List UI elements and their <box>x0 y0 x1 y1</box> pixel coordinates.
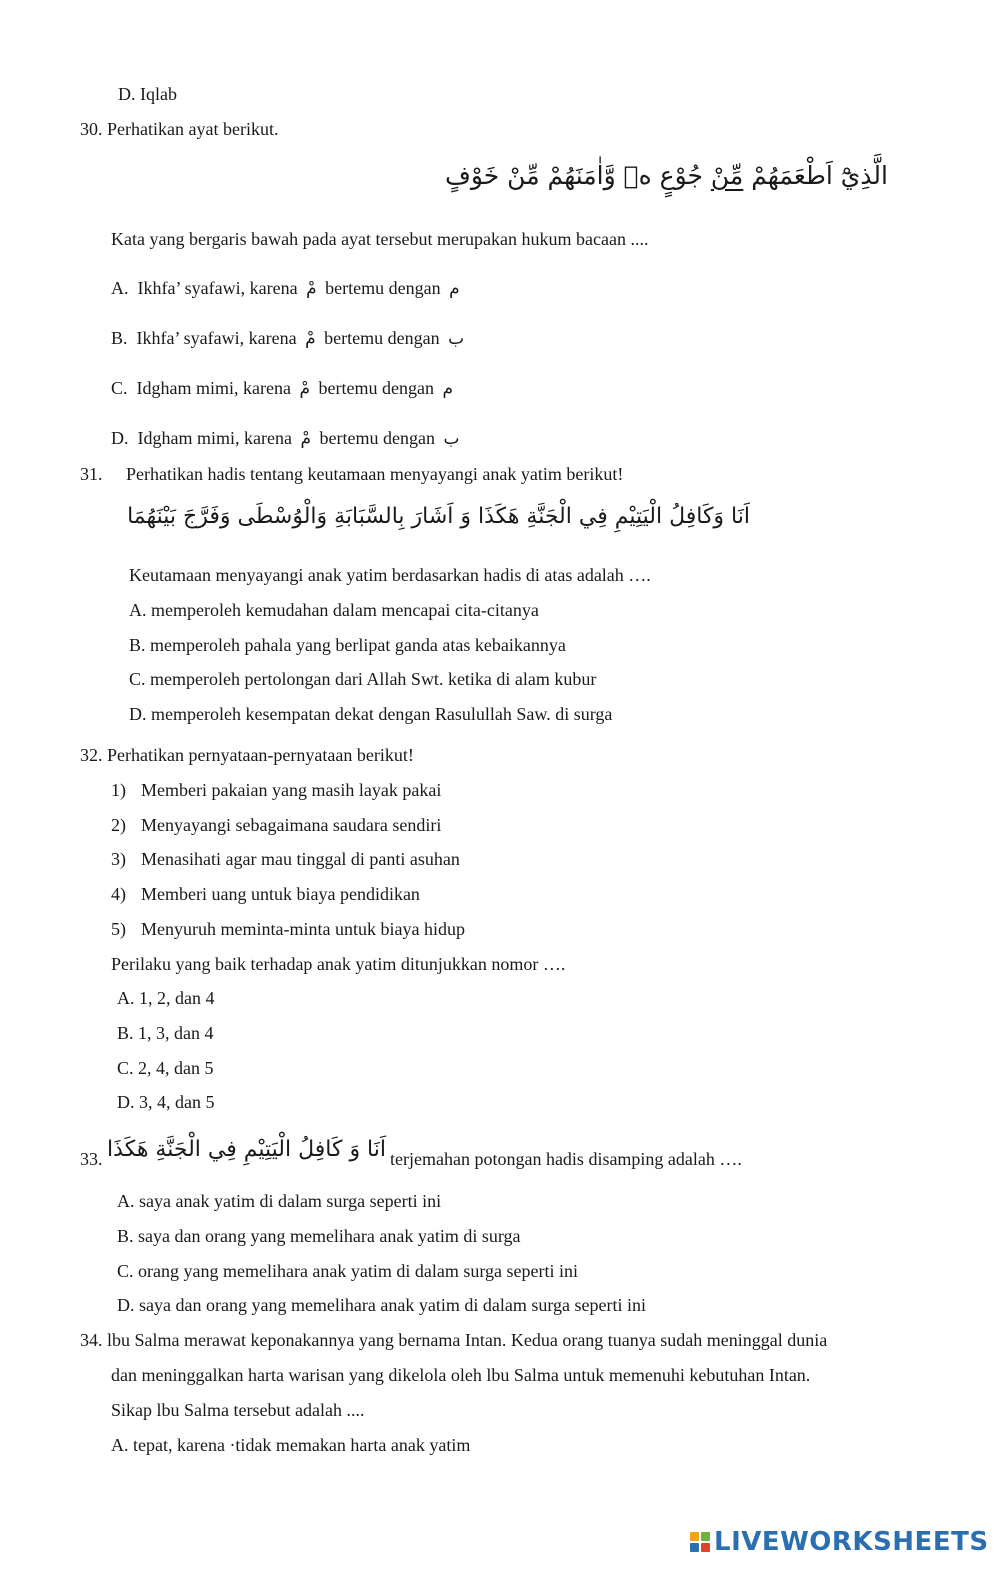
option-text: Ikhfa’ syafawi, karena <box>137 278 298 298</box>
option-text: bertemu dengan <box>325 278 441 298</box>
q34-line-2: dan meninggalkan harta warisan yang dikelola oleh lbu Salma untuk memenuhi kebutuhan Intan. <box>111 1365 811 1385</box>
q32-title: 32. Perhatikan pernyataan-pernyataan berikut! <box>80 745 414 765</box>
q32-option-b[interactable]: B. 1, 3, dan 4 <box>117 1023 214 1043</box>
q30-option-d[interactable] <box>111 427 463 450</box>
q30-verse-underlined: مِّنْ <box>710 161 744 190</box>
liveworksheets-logo-icon <box>690 1532 710 1552</box>
arabic-letter: م <box>442 379 453 399</box>
statement-text: Menasihati agar mau tinggal di panti asuhan <box>141 849 460 869</box>
option-label: D. <box>111 428 129 448</box>
arabic-letter: مْ <box>306 279 317 299</box>
arabic-letter: مْ <box>305 329 316 349</box>
option-label: A. <box>111 278 129 298</box>
q32-option-a[interactable]: A. 1, 2, dan 4 <box>117 988 215 1008</box>
option-text: Ikhfa’ syafawi, karena <box>136 328 297 348</box>
arabic-letter: ب <box>443 429 460 449</box>
q31-title: Perhatikan hadis tentang keutamaan menyayangi anak yatim berikut! <box>126 464 624 484</box>
arabic-letter: مْ <box>300 429 311 449</box>
arabic-letter: مْ <box>299 379 310 399</box>
q33-number: 33. <box>80 1149 103 1169</box>
q34-line-3: Sikap lbu Salma tersebut adalah .... <box>111 1400 365 1420</box>
statement-number: 4) <box>111 884 126 904</box>
q30-title: 30. Perhatikan ayat berikut. <box>80 119 279 139</box>
q30-option-b[interactable] <box>111 327 468 350</box>
q31-hadith: اَنَا وَكَافِلُ الْيَتِيْمِ فِي الْجَنَّةِ هَكَذَا وَ اَشَارَ بِالسَّبَابَةِ وَالْوُسْطَى وَفَرَّجَ بَيْنَهُمَا <box>127 504 750 529</box>
q31-option-b[interactable]: B. memperoleh pahala yang berlipat ganda atas kebaikannya <box>129 635 566 655</box>
statement-text: Menyuruh meminta-minta untuk biaya hidup <box>141 919 465 939</box>
q33-option-d[interactable]: D. saya dan orang yang memelihara anak yatim di dalam surga seperti ini <box>117 1295 646 1315</box>
q33-option-b[interactable]: B. saya dan orang yang memelihara anak yatim di surga <box>117 1226 521 1246</box>
q30-verse <box>445 156 888 196</box>
option-text: bertemu dengan <box>319 428 435 448</box>
option-text: Idgham mimi, karena <box>137 428 292 448</box>
option-text: bertemu dengan <box>318 378 434 398</box>
q30-verse-after: جُوْعٍ ەۙ وَّاٰمَنَهُمْ مِّنْ خَوْفٍ <box>444 161 711 190</box>
arabic-letter: م <box>449 279 460 299</box>
q33-hadith: اَنَا وَ كَافِلُ الْيَتِيْمِ فِي الْجَنَّةِ هَكَذَا <box>107 1137 386 1162</box>
q32-statement-3 <box>111 848 460 870</box>
q31-option-c[interactable]: C. memperoleh pertolongan dari Allah Swt. ketika di alam kubur <box>129 669 597 689</box>
q31-option-a[interactable]: A. memperoleh kemudahan dalam mencapai cita-citanya <box>129 600 539 620</box>
arabic-letter: ب <box>448 329 465 349</box>
q30-option-c[interactable] <box>111 377 457 400</box>
liveworksheets-wordmark: LIVEWORKSHEETS <box>714 1527 989 1557</box>
q34-option-a[interactable]: A. tepat, karena ·tidak memakan harta anak yatim <box>111 1435 471 1455</box>
statement-number: 1) <box>111 780 126 800</box>
option-label: C. <box>111 378 128 398</box>
q32-statement-4 <box>111 883 420 905</box>
q34-line-1: 34. lbu Salma merawat keponakannya yang bernama Intan. Kedua orang tuanya sudah meninggal dunia <box>80 1330 828 1350</box>
liveworksheets-logo <box>690 1524 989 1560</box>
statement-number: 3) <box>111 849 126 869</box>
statement-text: Memberi pakaian yang masih layak pakai <box>141 780 442 800</box>
statement-text: Memberi uang untuk biaya pendidikan <box>141 884 420 904</box>
statement-text: Menyayangi sebagaimana saudara sendiri <box>141 815 442 835</box>
q31-prompt: Keutamaan menyayangi anak yatim berdasarkan hadis di atas adalah …. <box>129 565 651 585</box>
option-text: Idgham mimi, karena <box>136 378 291 398</box>
q30-option-a[interactable] <box>111 277 464 300</box>
q32-prompt: Perilaku yang baik terhadap anak yatim ditunjukkan nomor …. <box>111 954 566 974</box>
q33-option-a[interactable]: A. saya anak yatim di dalam surga seperti ini <box>117 1191 442 1211</box>
q32-option-d[interactable]: D. 3, 4, dan 5 <box>117 1092 215 1112</box>
q33-option-c[interactable]: C. orang yang memelihara anak yatim di dalam surga seperti ini <box>117 1261 579 1281</box>
option-text: bertemu dengan <box>324 328 440 348</box>
q30-prompt: Kata yang bergaris bawah pada ayat tersebut merupakan hukum bacaan .... <box>111 229 649 249</box>
q30-verse-before: الَّذِيْٓ اَطْعَمَهُمْ <box>743 161 888 190</box>
q32-statement-1 <box>111 779 442 801</box>
q32-statement-2 <box>111 814 442 836</box>
q31-number: 31. <box>80 464 103 484</box>
statement-number: 5) <box>111 919 126 939</box>
q33-prompt: terjemahan potongan hadis disamping adalah …. <box>390 1149 742 1169</box>
q31-option-d[interactable]: D. memperoleh kesempatan dekat dengan Rasulullah Saw. di surga <box>129 704 613 724</box>
q29-option-d: D. Iqlab <box>118 84 177 104</box>
q32-option-c[interactable]: C. 2, 4, dan 5 <box>117 1058 214 1078</box>
q32-statement-5 <box>111 918 465 940</box>
statement-number: 2) <box>111 815 126 835</box>
option-label: B. <box>111 328 128 348</box>
